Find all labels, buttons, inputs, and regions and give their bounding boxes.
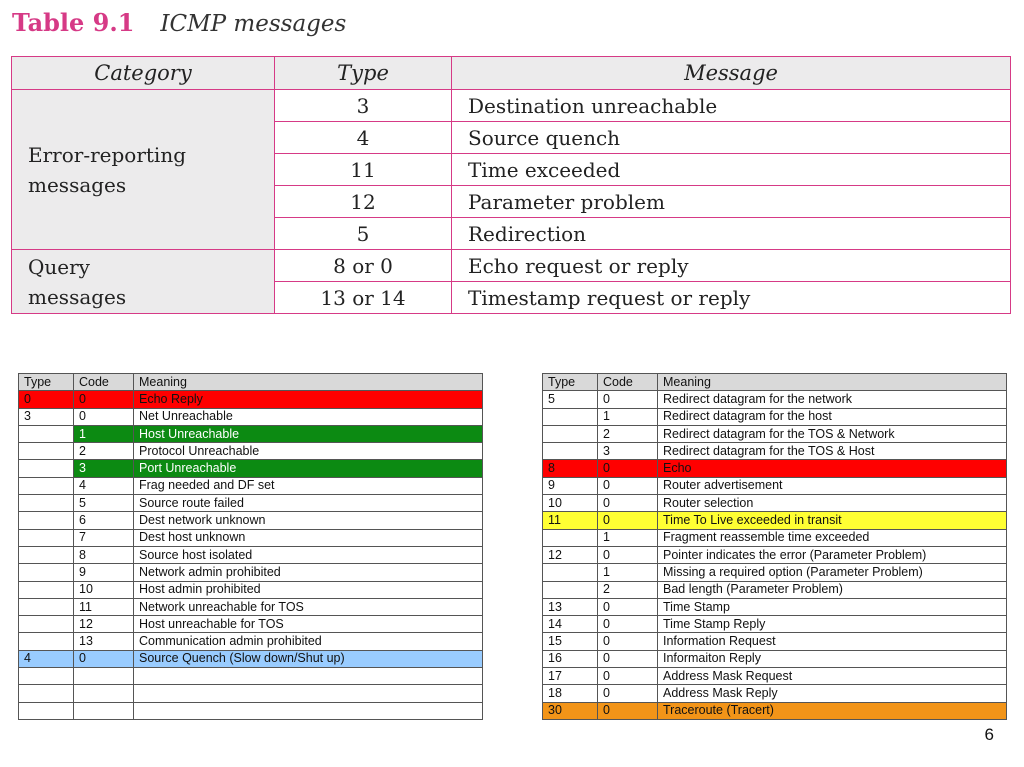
type-cell: 8 or 0 [275,250,452,282]
type-cell: 10 [543,495,598,512]
type-cell [19,633,74,650]
meaning-cell: Net Unreachable [134,408,483,425]
type-cell [19,546,74,563]
table-number: Table 9.1 [12,8,135,37]
code-cell: 0 [74,650,134,667]
type-cell: 12 [543,546,598,563]
code-cell: 3 [598,443,658,460]
table-row [19,408,483,425]
code-cell [74,685,134,702]
meaning-cell: Host Unreachable [134,425,483,442]
type-cell: 4 [19,650,74,667]
type-cell: 5 [275,218,452,250]
meaning-cell: Time To Live exceeded in transit [658,512,1007,529]
meaning-cell: Dest host unknown [134,529,483,546]
table-row [19,529,483,546]
icmp-category-table [11,56,1011,314]
type-cell [543,443,598,460]
meaning-cell: Host unreachable for TOS [134,616,483,633]
code-cell: 0 [598,546,658,563]
table-row [19,477,483,494]
type-cell: 30 [543,702,598,719]
table-row [19,702,483,719]
type-cell: 15 [543,633,598,650]
slide-title [12,8,346,37]
meaning-cell: Host admin prohibited [134,581,483,598]
message-cell: Destination unreachable [452,90,1011,122]
meaning-cell: Traceroute (Tracert) [658,702,1007,719]
code-cell: 11 [74,598,134,615]
table-row [19,581,483,598]
table-row [543,685,1007,702]
header-code: Code [598,374,658,391]
type-cell: 0 [19,391,74,408]
type-cell [19,702,74,719]
table-header-row [543,374,1007,391]
code-cell: 9 [74,564,134,581]
meaning-cell [134,668,483,685]
meaning-cell: Echo Reply [134,391,483,408]
code-cell: 1 [74,425,134,442]
code-cell: 0 [598,477,658,494]
category-line: messages [28,284,127,309]
code-cell: 0 [598,616,658,633]
table-row [543,616,1007,633]
meaning-cell: Network admin prohibited [134,564,483,581]
code-cell: 2 [598,581,658,598]
icmp-codes-table-right [542,373,1007,720]
meaning-cell: Dest network unknown [134,512,483,529]
code-cell: 0 [598,598,658,615]
meaning-cell: Time Stamp [658,598,1007,615]
code-cell: 0 [598,495,658,512]
table-row [543,512,1007,529]
meaning-cell: Protocol Unreachable [134,443,483,460]
meaning-cell: Router selection [658,495,1007,512]
message-cell: Source quench [452,122,1011,154]
code-cell: 13 [74,633,134,650]
type-cell: 4 [275,122,452,154]
type-cell: 3 [19,408,74,425]
code-cell: 0 [598,650,658,667]
code-cell: 0 [598,633,658,650]
table-row [19,685,483,702]
type-cell [19,477,74,494]
table-row [19,616,483,633]
type-cell: 18 [543,685,598,702]
code-cell: 0 [598,460,658,477]
table-row [543,633,1007,650]
type-cell: 13 or 14 [275,282,452,314]
type-cell [543,425,598,442]
meaning-cell: Redirect datagram for the network [658,391,1007,408]
code-cell: 5 [74,495,134,512]
code-cell: 3 [74,460,134,477]
code-cell: 1 [598,408,658,425]
table-caption: ICMP messages [160,11,347,37]
header-meaning: Meaning [134,374,483,391]
code-cell: 2 [74,443,134,460]
meaning-cell: Fragment reassemble time exceeded [658,529,1007,546]
page-number: 6 [984,725,994,744]
code-cell: 4 [74,477,134,494]
table-header-row [12,57,1011,90]
header-type: Type [543,374,598,391]
message-cell: Parameter problem [452,186,1011,218]
meaning-cell: Missing a required option (Parameter Problem) [658,564,1007,581]
table-row [19,598,483,615]
meaning-cell [134,685,483,702]
meaning-cell: Communication admin prohibited [134,633,483,650]
header-category: Category [12,57,275,90]
table-row [19,460,483,477]
code-cell: 10 [74,581,134,598]
meaning-cell: Address Mask Reply [658,685,1007,702]
category-line: Query [28,254,90,279]
code-cell: 0 [598,391,658,408]
type-cell: 11 [275,154,452,186]
type-cell [543,529,598,546]
code-cell: 0 [598,668,658,685]
message-cell: Timestamp request or reply [452,282,1011,314]
meaning-cell: Echo [658,460,1007,477]
type-cell [19,529,74,546]
type-cell [19,668,74,685]
message-cell: Time exceeded [452,154,1011,186]
table-row [543,546,1007,563]
category-line: messages [28,172,127,197]
table-row [543,581,1007,598]
code-cell: 0 [598,512,658,529]
table-row [543,460,1007,477]
type-cell: 12 [275,186,452,218]
table-row [543,495,1007,512]
type-cell [19,460,74,477]
meaning-cell: Source route failed [134,495,483,512]
meaning-cell: Information Request [658,633,1007,650]
table-row [543,408,1007,425]
message-cell: Redirection [452,218,1011,250]
table-row [543,425,1007,442]
type-cell [543,408,598,425]
meaning-cell: Frag needed and DF set [134,477,483,494]
type-cell [19,616,74,633]
table-row [543,564,1007,581]
code-cell: 0 [598,702,658,719]
type-cell: 9 [543,477,598,494]
type-cell [19,598,74,615]
type-cell: 16 [543,650,598,667]
type-cell [19,443,74,460]
type-cell: 8 [543,460,598,477]
code-cell: 1 [598,529,658,546]
meaning-cell [134,702,483,719]
code-cell: 12 [74,616,134,633]
table-row [543,443,1007,460]
meaning-cell: Time Stamp Reply [658,616,1007,633]
table-row [19,564,483,581]
type-cell: 17 [543,668,598,685]
table-row [12,250,1011,282]
query-category [12,250,275,314]
type-cell [19,564,74,581]
table-row [543,477,1007,494]
code-cell: 0 [598,685,658,702]
code-cell: 6 [74,512,134,529]
type-cell: 13 [543,598,598,615]
table-row [543,391,1007,408]
meaning-cell: Port Unreachable [134,460,483,477]
table-row [12,90,1011,122]
meaning-cell: Redirect datagram for the host [658,408,1007,425]
type-cell [543,581,598,598]
message-cell: Echo request or reply [452,250,1011,282]
code-cell: 0 [74,391,134,408]
type-cell [19,581,74,598]
meaning-cell: Bad length (Parameter Problem) [658,581,1007,598]
meaning-cell: Router advertisement [658,477,1007,494]
code-cell: 2 [598,425,658,442]
table-row [19,668,483,685]
table-row [543,650,1007,667]
table-header-row [19,374,483,391]
table-row [19,512,483,529]
category-line: Error-reporting [28,142,186,167]
code-cell [74,668,134,685]
meaning-cell: Address Mask Request [658,668,1007,685]
type-cell [543,564,598,581]
table-row [19,546,483,563]
type-cell [19,685,74,702]
header-code: Code [74,374,134,391]
meaning-cell: Network unreachable for TOS [134,598,483,615]
table-row [543,598,1007,615]
code-cell: 7 [74,529,134,546]
header-type: Type [275,57,452,90]
table-row [19,425,483,442]
header-message: Message [452,57,1011,90]
meaning-cell: Source Quench (Slow down/Shut up) [134,650,483,667]
table-row [19,443,483,460]
type-cell: 5 [543,391,598,408]
type-cell: 3 [275,90,452,122]
code-cell: 1 [598,564,658,581]
icmp-codes-table-left [18,373,483,720]
type-cell: 14 [543,616,598,633]
type-cell [19,425,74,442]
type-cell [19,495,74,512]
meaning-cell: Redirect datagram for the TOS & Host [658,443,1007,460]
table-row [19,495,483,512]
code-cell: 8 [74,546,134,563]
header-meaning: Meaning [658,374,1007,391]
table-row [543,529,1007,546]
code-cell: 0 [74,408,134,425]
table-row [19,391,483,408]
meaning-cell: Source host isolated [134,546,483,563]
code-cell [74,702,134,719]
error-reporting-category [12,90,275,250]
type-cell: 11 [543,512,598,529]
table-row [19,650,483,667]
table-row [543,702,1007,719]
type-cell [19,512,74,529]
meaning-cell: Informaiton Reply [658,650,1007,667]
header-type: Type [19,374,74,391]
table-row [19,633,483,650]
table-row [543,668,1007,685]
meaning-cell: Redirect datagram for the TOS & Network [658,425,1007,442]
meaning-cell: Pointer indicates the error (Parameter Problem) [658,546,1007,563]
